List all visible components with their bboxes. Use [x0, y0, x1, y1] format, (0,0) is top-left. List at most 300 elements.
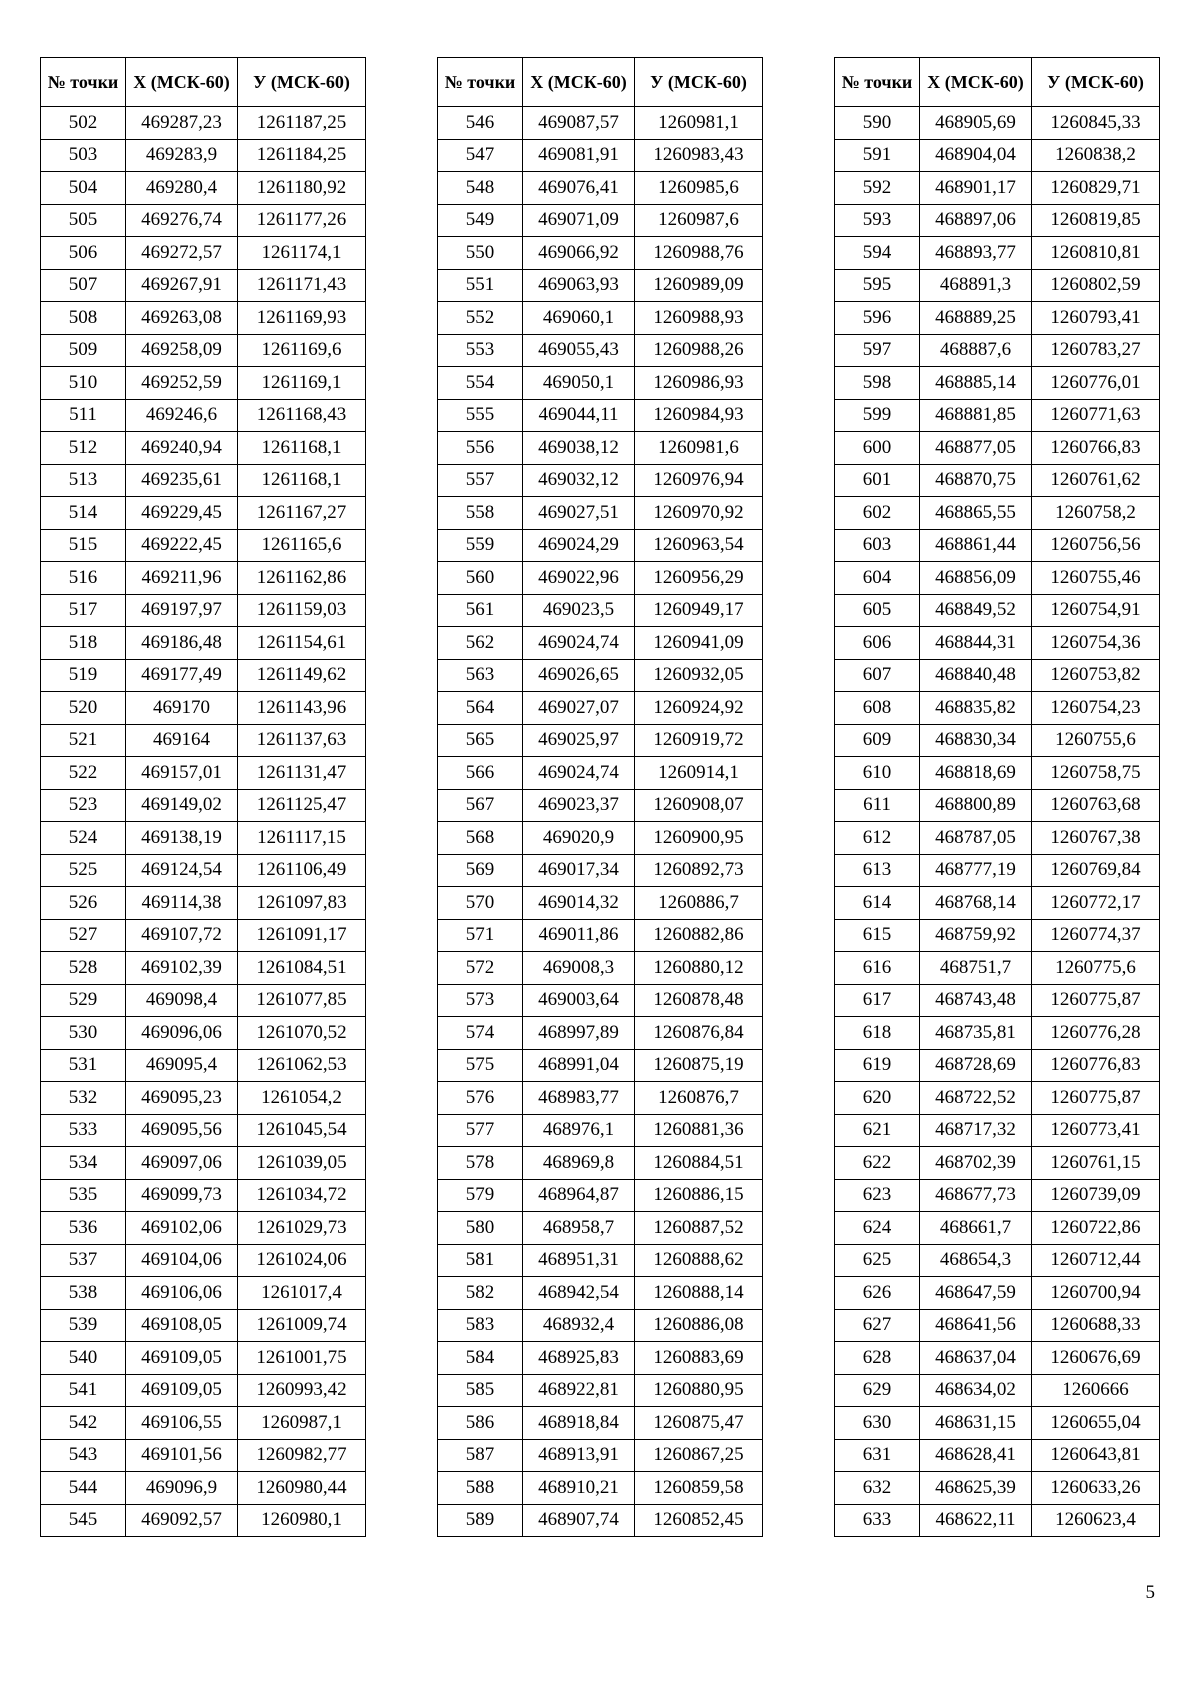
cell-x-coordinate: 469060,1 — [523, 302, 635, 335]
cell-x-coordinate: 469164 — [126, 724, 238, 757]
cell-x-coordinate: 468897,06 — [920, 204, 1032, 237]
cell-x-coordinate: 469026,65 — [523, 659, 635, 692]
cell-y-coordinate: 1260643,81 — [1032, 1439, 1160, 1472]
cell-point-number: 533 — [41, 1114, 126, 1147]
cell-point-number: 610 — [835, 757, 920, 790]
cell-y-coordinate: 1260633,26 — [1032, 1472, 1160, 1505]
cell-point-number: 567 — [438, 789, 523, 822]
table-row — [835, 1082, 1160, 1115]
cell-y-coordinate: 1260739,09 — [1032, 1179, 1160, 1212]
table-row — [41, 1309, 366, 1342]
cell-x-coordinate: 468870,75 — [920, 464, 1032, 497]
cell-y-coordinate: 1260773,41 — [1032, 1114, 1160, 1147]
cell-x-coordinate: 469044,11 — [523, 399, 635, 432]
table-row — [438, 919, 763, 952]
cell-y-coordinate: 1261167,27 — [238, 497, 366, 530]
cell-point-number: 570 — [438, 887, 523, 920]
cell-point-number: 592 — [835, 172, 920, 205]
cell-x-coordinate: 469027,51 — [523, 497, 635, 530]
cell-point-number: 631 — [835, 1439, 920, 1472]
cell-x-coordinate: 469023,37 — [523, 789, 635, 822]
cell-y-coordinate: 1260883,69 — [635, 1342, 763, 1375]
cell-x-coordinate: 469267,91 — [126, 269, 238, 302]
cell-y-coordinate: 1260981,1 — [635, 107, 763, 140]
table-row — [835, 659, 1160, 692]
cell-x-coordinate: 469104,06 — [126, 1244, 238, 1277]
table-row — [438, 1049, 763, 1082]
cell-point-number: 623 — [835, 1179, 920, 1212]
cell-point-number: 540 — [41, 1342, 126, 1375]
cell-point-number: 626 — [835, 1277, 920, 1310]
cell-x-coordinate: 469024,74 — [523, 757, 635, 790]
cell-y-coordinate: 1260775,87 — [1032, 984, 1160, 1017]
cell-x-coordinate: 469076,41 — [523, 172, 635, 205]
cell-x-coordinate: 469020,9 — [523, 822, 635, 855]
cell-y-coordinate: 1260892,73 — [635, 854, 763, 887]
cell-y-coordinate: 1260963,54 — [635, 529, 763, 562]
table-row — [438, 562, 763, 595]
cell-x-coordinate: 468997,89 — [523, 1017, 635, 1050]
cell-point-number: 625 — [835, 1244, 920, 1277]
cell-point-number: 508 — [41, 302, 126, 335]
table-row — [835, 1147, 1160, 1180]
cell-x-coordinate: 469170 — [126, 692, 238, 725]
cell-point-number: 502 — [41, 107, 126, 140]
table-row — [835, 822, 1160, 855]
cell-y-coordinate: 1261062,53 — [238, 1049, 366, 1082]
cell-point-number: 556 — [438, 432, 523, 465]
cell-x-coordinate: 468887,6 — [920, 334, 1032, 367]
table-row — [41, 562, 366, 595]
table-row — [41, 659, 366, 692]
cell-point-number: 547 — [438, 139, 523, 172]
table-row — [438, 1472, 763, 1505]
cell-x-coordinate: 469032,12 — [523, 464, 635, 497]
table-row — [835, 237, 1160, 270]
table-row — [438, 172, 763, 205]
table-row — [41, 1017, 366, 1050]
cell-x-coordinate: 469276,74 — [126, 204, 238, 237]
cell-x-coordinate: 468932,4 — [523, 1309, 635, 1342]
header-y-coordinate: У (МСК-60) — [635, 58, 763, 107]
cell-y-coordinate: 1261143,96 — [238, 692, 366, 725]
cell-point-number: 575 — [438, 1049, 523, 1082]
cell-x-coordinate: 468905,69 — [920, 107, 1032, 140]
table-row — [835, 1309, 1160, 1342]
table-row — [835, 399, 1160, 432]
cell-point-number: 539 — [41, 1309, 126, 1342]
cell-y-coordinate: 1260755,6 — [1032, 724, 1160, 757]
cell-x-coordinate: 469024,74 — [523, 627, 635, 660]
cell-y-coordinate: 1261171,43 — [238, 269, 366, 302]
cell-y-coordinate: 1260666 — [1032, 1374, 1160, 1407]
table-row — [835, 1244, 1160, 1277]
table-row — [835, 627, 1160, 660]
cell-y-coordinate: 1260775,6 — [1032, 952, 1160, 985]
cell-y-coordinate: 1260980,1 — [238, 1504, 366, 1537]
table-body — [41, 107, 366, 1537]
cell-y-coordinate: 1260987,6 — [635, 204, 763, 237]
cell-y-coordinate: 1260882,86 — [635, 919, 763, 952]
cell-y-coordinate: 1260980,44 — [238, 1472, 366, 1505]
cell-point-number: 562 — [438, 627, 523, 660]
cell-point-number: 619 — [835, 1049, 920, 1082]
cell-point-number: 607 — [835, 659, 920, 692]
table-row — [41, 822, 366, 855]
table-row — [41, 952, 366, 985]
table-row — [835, 952, 1160, 985]
cell-y-coordinate: 1260810,81 — [1032, 237, 1160, 270]
cell-x-coordinate: 468958,7 — [523, 1212, 635, 1245]
cell-x-coordinate: 468964,87 — [523, 1179, 635, 1212]
cell-y-coordinate: 1260776,83 — [1032, 1049, 1160, 1082]
cell-y-coordinate: 1261117,15 — [238, 822, 366, 855]
cell-point-number: 584 — [438, 1342, 523, 1375]
table-row — [835, 1472, 1160, 1505]
cell-y-coordinate: 1260956,29 — [635, 562, 763, 595]
cell-point-number: 514 — [41, 497, 126, 530]
cell-x-coordinate: 469138,19 — [126, 822, 238, 855]
cell-point-number: 603 — [835, 529, 920, 562]
cell-y-coordinate: 1261137,63 — [238, 724, 366, 757]
table-row — [835, 562, 1160, 595]
cell-point-number: 615 — [835, 919, 920, 952]
cell-y-coordinate: 1261165,6 — [238, 529, 366, 562]
cell-y-coordinate: 1260771,63 — [1032, 399, 1160, 432]
cell-point-number: 589 — [438, 1504, 523, 1537]
cell-y-coordinate: 1260756,56 — [1032, 529, 1160, 562]
table-row — [835, 1439, 1160, 1472]
cell-y-coordinate: 1260722,86 — [1032, 1212, 1160, 1245]
cell-point-number: 613 — [835, 854, 920, 887]
table-row — [438, 399, 763, 432]
cell-point-number: 602 — [835, 497, 920, 530]
cell-x-coordinate: 469098,4 — [126, 984, 238, 1017]
cell-point-number: 551 — [438, 269, 523, 302]
cell-point-number: 581 — [438, 1244, 523, 1277]
table-row — [835, 529, 1160, 562]
cell-point-number: 606 — [835, 627, 920, 660]
header-point-number: № точки — [41, 58, 126, 107]
table-row — [438, 269, 763, 302]
cell-point-number: 612 — [835, 822, 920, 855]
table-row — [438, 1504, 763, 1537]
cell-y-coordinate: 1261180,92 — [238, 172, 366, 205]
cell-x-coordinate: 469066,92 — [523, 237, 635, 270]
cell-point-number: 528 — [41, 952, 126, 985]
cell-y-coordinate: 1260767,38 — [1032, 822, 1160, 855]
cell-point-number: 546 — [438, 107, 523, 140]
cell-point-number: 609 — [835, 724, 920, 757]
cell-x-coordinate: 469102,39 — [126, 952, 238, 985]
table-row — [835, 854, 1160, 887]
table-row — [438, 789, 763, 822]
cell-point-number: 503 — [41, 139, 126, 172]
table-row — [41, 1179, 366, 1212]
cell-y-coordinate: 1260875,47 — [635, 1407, 763, 1440]
cell-x-coordinate: 469235,61 — [126, 464, 238, 497]
cell-y-coordinate: 1261077,85 — [238, 984, 366, 1017]
table-row — [835, 1212, 1160, 1245]
cell-x-coordinate: 468861,44 — [920, 529, 1032, 562]
cell-y-coordinate: 1261154,61 — [238, 627, 366, 660]
header-point-number: № точки — [835, 58, 920, 107]
cell-point-number: 568 — [438, 822, 523, 855]
cell-point-number: 554 — [438, 367, 523, 400]
table-row — [835, 1342, 1160, 1375]
cell-point-number: 590 — [835, 107, 920, 140]
cell-point-number: 515 — [41, 529, 126, 562]
cell-x-coordinate: 469014,32 — [523, 887, 635, 920]
cell-point-number: 621 — [835, 1114, 920, 1147]
cell-point-number: 614 — [835, 887, 920, 920]
table-row — [835, 1114, 1160, 1147]
cell-y-coordinate: 1260763,68 — [1032, 789, 1160, 822]
cell-x-coordinate: 468913,91 — [523, 1439, 635, 1472]
cell-x-coordinate: 468768,14 — [920, 887, 1032, 920]
table-body — [835, 107, 1160, 1537]
header-y-coordinate: У (МСК-60) — [238, 58, 366, 107]
cell-point-number: 573 — [438, 984, 523, 1017]
cell-y-coordinate: 1261125,47 — [238, 789, 366, 822]
cell-y-coordinate: 1261084,51 — [238, 952, 366, 985]
cell-y-coordinate: 1261159,03 — [238, 594, 366, 627]
page-number: 5 — [1145, 1582, 1155, 1603]
cell-y-coordinate: 1261039,05 — [238, 1147, 366, 1180]
cell-y-coordinate: 1260700,94 — [1032, 1277, 1160, 1310]
table-row — [438, 1244, 763, 1277]
table-row — [835, 497, 1160, 530]
cell-y-coordinate: 1260802,59 — [1032, 269, 1160, 302]
table-row — [41, 172, 366, 205]
cell-point-number: 572 — [438, 952, 523, 985]
cell-x-coordinate: 468877,05 — [920, 432, 1032, 465]
cell-point-number: 549 — [438, 204, 523, 237]
cell-y-coordinate: 1260886,08 — [635, 1309, 763, 1342]
cell-point-number: 579 — [438, 1179, 523, 1212]
cell-y-coordinate: 1260769,84 — [1032, 854, 1160, 887]
cell-y-coordinate: 1260924,92 — [635, 692, 763, 725]
cell-point-number: 618 — [835, 1017, 920, 1050]
header-x-coordinate: Х (МСК-60) — [126, 58, 238, 107]
cell-x-coordinate: 468800,89 — [920, 789, 1032, 822]
cell-y-coordinate: 1260859,58 — [635, 1472, 763, 1505]
header-point-number: № точки — [438, 58, 523, 107]
cell-point-number: 591 — [835, 139, 920, 172]
cell-x-coordinate: 468818,69 — [920, 757, 1032, 790]
cell-y-coordinate: 1261162,86 — [238, 562, 366, 595]
cell-x-coordinate: 469092,57 — [126, 1504, 238, 1537]
cell-point-number: 559 — [438, 529, 523, 562]
cell-point-number: 585 — [438, 1374, 523, 1407]
cell-x-coordinate: 468631,15 — [920, 1407, 1032, 1440]
cell-point-number: 507 — [41, 269, 126, 302]
cell-point-number: 512 — [41, 432, 126, 465]
cell-y-coordinate: 1261097,83 — [238, 887, 366, 920]
cell-point-number: 630 — [835, 1407, 920, 1440]
cell-point-number: 627 — [835, 1309, 920, 1342]
cell-x-coordinate: 468907,74 — [523, 1504, 635, 1537]
cell-x-coordinate: 468641,56 — [920, 1309, 1032, 1342]
cell-y-coordinate: 1260875,19 — [635, 1049, 763, 1082]
cell-x-coordinate: 468743,48 — [920, 984, 1032, 1017]
cell-point-number: 517 — [41, 594, 126, 627]
cell-y-coordinate: 1261009,74 — [238, 1309, 366, 1342]
table-row — [835, 107, 1160, 140]
cell-point-number: 531 — [41, 1049, 126, 1082]
table-row — [41, 1374, 366, 1407]
cell-y-coordinate: 1260988,26 — [635, 334, 763, 367]
cell-point-number: 536 — [41, 1212, 126, 1245]
cell-y-coordinate: 1260988,93 — [635, 302, 763, 335]
cell-x-coordinate: 469106,55 — [126, 1407, 238, 1440]
table-row — [438, 854, 763, 887]
cell-x-coordinate: 469246,6 — [126, 399, 238, 432]
cell-y-coordinate: 1260838,2 — [1032, 139, 1160, 172]
cell-point-number: 550 — [438, 237, 523, 270]
cell-y-coordinate: 1260754,23 — [1032, 692, 1160, 725]
table-row — [438, 887, 763, 920]
table-row — [41, 1082, 366, 1115]
table-row — [41, 367, 366, 400]
cell-y-coordinate: 1260623,4 — [1032, 1504, 1160, 1537]
cell-x-coordinate: 468925,83 — [523, 1342, 635, 1375]
cell-point-number: 527 — [41, 919, 126, 952]
table-row — [835, 789, 1160, 822]
table-row — [41, 1212, 366, 1245]
table-row — [438, 822, 763, 855]
cell-x-coordinate: 469186,48 — [126, 627, 238, 660]
cell-x-coordinate: 469081,91 — [523, 139, 635, 172]
table-header-row — [41, 58, 366, 107]
table-row — [438, 724, 763, 757]
table-row — [41, 724, 366, 757]
table-row — [835, 172, 1160, 205]
table-row — [438, 139, 763, 172]
cell-point-number: 620 — [835, 1082, 920, 1115]
cell-y-coordinate: 1260914,1 — [635, 757, 763, 790]
cell-point-number: 558 — [438, 497, 523, 530]
cell-y-coordinate: 1261034,72 — [238, 1179, 366, 1212]
cell-x-coordinate: 468677,73 — [920, 1179, 1032, 1212]
cell-point-number: 560 — [438, 562, 523, 595]
cell-y-coordinate: 1260761,15 — [1032, 1147, 1160, 1180]
table-row — [835, 1017, 1160, 1050]
cell-y-coordinate: 1260829,71 — [1032, 172, 1160, 205]
cell-y-coordinate: 1260984,93 — [635, 399, 763, 432]
cell-y-coordinate: 1260886,15 — [635, 1179, 763, 1212]
cell-y-coordinate: 1260758,2 — [1032, 497, 1160, 530]
cell-point-number: 566 — [438, 757, 523, 790]
header-x-coordinate: Х (МСК-60) — [523, 58, 635, 107]
table-row — [438, 367, 763, 400]
cell-point-number: 576 — [438, 1082, 523, 1115]
cell-y-coordinate: 1261070,52 — [238, 1017, 366, 1050]
table-row — [835, 757, 1160, 790]
table-row — [438, 237, 763, 270]
cell-y-coordinate: 1260887,52 — [635, 1212, 763, 1245]
table-row — [835, 724, 1160, 757]
cell-point-number: 561 — [438, 594, 523, 627]
cell-x-coordinate: 469157,01 — [126, 757, 238, 790]
cell-y-coordinate: 1260993,42 — [238, 1374, 366, 1407]
table-row — [41, 692, 366, 725]
cell-y-coordinate: 1261054,2 — [238, 1082, 366, 1115]
cell-y-coordinate: 1260881,36 — [635, 1114, 763, 1147]
cell-x-coordinate: 469229,45 — [126, 497, 238, 530]
table-row — [41, 529, 366, 562]
cell-y-coordinate: 1261091,17 — [238, 919, 366, 952]
table-row — [438, 659, 763, 692]
cell-y-coordinate: 1260876,84 — [635, 1017, 763, 1050]
table-row — [438, 1342, 763, 1375]
cell-x-coordinate: 469101,56 — [126, 1439, 238, 1472]
table-row — [41, 1407, 366, 1440]
cell-y-coordinate: 1261131,47 — [238, 757, 366, 790]
cell-x-coordinate: 469109,05 — [126, 1374, 238, 1407]
cell-x-coordinate: 468661,7 — [920, 1212, 1032, 1245]
cell-y-coordinate: 1260772,17 — [1032, 887, 1160, 920]
cell-point-number: 525 — [41, 854, 126, 887]
cell-y-coordinate: 1260876,7 — [635, 1082, 763, 1115]
table-row — [835, 887, 1160, 920]
table-row — [438, 302, 763, 335]
cell-x-coordinate: 469050,1 — [523, 367, 635, 400]
table-row — [41, 1114, 366, 1147]
cell-x-coordinate: 468634,02 — [920, 1374, 1032, 1407]
coordinates-table-2 — [437, 57, 763, 1537]
table-row — [41, 1504, 366, 1537]
table-row — [835, 269, 1160, 302]
cell-y-coordinate: 1261187,25 — [238, 107, 366, 140]
cell-x-coordinate: 468922,81 — [523, 1374, 635, 1407]
cell-y-coordinate: 1260766,83 — [1032, 432, 1160, 465]
cell-y-coordinate: 1260888,62 — [635, 1244, 763, 1277]
cell-point-number: 538 — [41, 1277, 126, 1310]
table-row — [438, 497, 763, 530]
cell-x-coordinate: 468856,09 — [920, 562, 1032, 595]
cell-x-coordinate: 469087,57 — [523, 107, 635, 140]
table-row — [835, 1374, 1160, 1407]
cell-y-coordinate: 1260880,12 — [635, 952, 763, 985]
table-row — [438, 1374, 763, 1407]
table-row — [835, 1407, 1160, 1440]
cell-y-coordinate: 1260761,62 — [1032, 464, 1160, 497]
cell-x-coordinate: 469114,38 — [126, 887, 238, 920]
cell-point-number: 504 — [41, 172, 126, 205]
cell-point-number: 544 — [41, 1472, 126, 1505]
cell-point-number: 601 — [835, 464, 920, 497]
cell-y-coordinate: 1261029,73 — [238, 1212, 366, 1245]
table-row — [438, 952, 763, 985]
table-row — [438, 594, 763, 627]
cell-y-coordinate: 1260986,93 — [635, 367, 763, 400]
cell-y-coordinate: 1260775,87 — [1032, 1082, 1160, 1115]
cell-y-coordinate: 1261168,43 — [238, 399, 366, 432]
cell-x-coordinate: 468722,52 — [920, 1082, 1032, 1115]
table-body — [438, 107, 763, 1537]
cell-point-number: 577 — [438, 1114, 523, 1147]
cell-y-coordinate: 1260976,94 — [635, 464, 763, 497]
cell-point-number: 569 — [438, 854, 523, 887]
cell-x-coordinate: 468951,31 — [523, 1244, 635, 1277]
cell-point-number: 633 — [835, 1504, 920, 1537]
cell-point-number: 597 — [835, 334, 920, 367]
cell-point-number: 608 — [835, 692, 920, 725]
table-row — [438, 1277, 763, 1310]
table-row — [438, 464, 763, 497]
coordinates-table-1 — [40, 57, 366, 1537]
